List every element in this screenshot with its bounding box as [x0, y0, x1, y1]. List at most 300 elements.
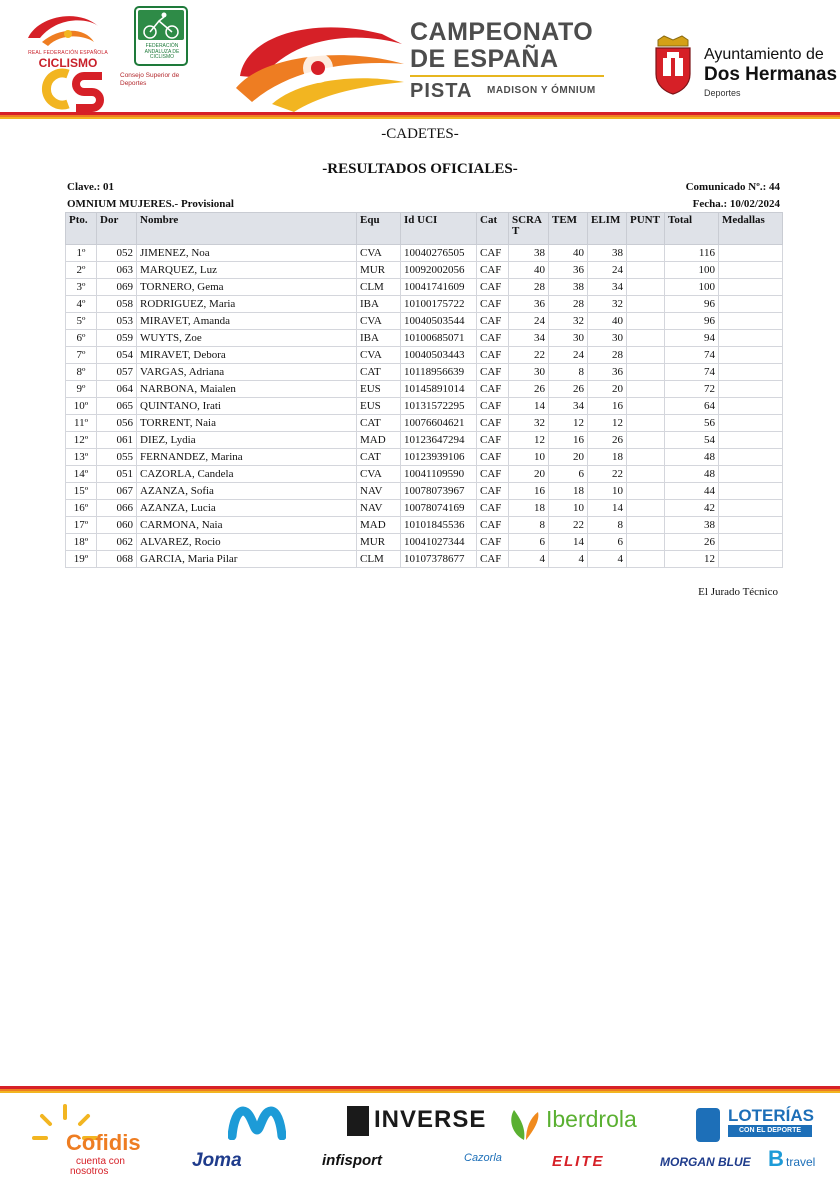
cell-elimination: 24 [588, 262, 627, 279]
cell-medals [719, 364, 783, 381]
table-row [66, 500, 783, 517]
cell-team: CAT [357, 415, 401, 432]
clave-label: Clave.: 01 [67, 181, 115, 193]
rfec-name: CICLISMO [38, 56, 98, 70]
cell-uci-id: 10092002056 [401, 262, 477, 279]
cell-elimination: 10 [588, 483, 627, 500]
cell-category: CAF [477, 279, 509, 296]
comunicado-label: Comunicado Nº.: 44 [685, 181, 780, 193]
results-title: -RESULTADOS OFICIALES- [322, 161, 518, 177]
ayuntamiento-line2: Dos Hermanas [704, 64, 838, 85]
results-body [66, 245, 783, 568]
cell-category: CAF [477, 432, 509, 449]
col-header: Id UCI [401, 213, 477, 245]
cell-scratch: 4 [509, 551, 549, 568]
cell-points [627, 262, 665, 279]
cell-team: CVA [357, 466, 401, 483]
cell-points [627, 449, 665, 466]
cell-name: GARCIA, Maria Pilar [137, 551, 357, 568]
cell-team: IBA [357, 330, 401, 347]
table-row [66, 551, 783, 568]
cell-scratch: 26 [509, 381, 549, 398]
cell-scratch: 6 [509, 534, 549, 551]
category-title: -CADETES- [381, 126, 459, 142]
cell-total: 74 [665, 347, 719, 364]
championship-title-line2: DE ESPAÑA [410, 45, 559, 73]
cell-elimination: 18 [588, 449, 627, 466]
col-header: Total [665, 213, 719, 245]
cell-category: CAF [477, 483, 509, 500]
cell-elimination: 28 [588, 347, 627, 364]
cell-elimination: 20 [588, 381, 627, 398]
loterias-name: LOTERÍAS [728, 1106, 814, 1125]
col-header: Cat [477, 213, 509, 245]
cell-uci-id: 10118956639 [401, 364, 477, 381]
loterias-sub: CON EL DEPORTE [728, 1125, 812, 1137]
cell-position: 14º [66, 466, 97, 483]
cell-uci-id: 10040503544 [401, 313, 477, 330]
cell-dorsal: 059 [97, 330, 137, 347]
table-row [66, 381, 783, 398]
cell-category: CAF [477, 466, 509, 483]
cell-category: CAF [477, 245, 509, 262]
cell-points [627, 245, 665, 262]
table-row [66, 279, 783, 296]
cell-elimination: 14 [588, 500, 627, 517]
cell-medals [719, 381, 783, 398]
cell-team: CLM [357, 551, 401, 568]
table-row [66, 432, 783, 449]
cell-total: 116 [665, 245, 719, 262]
inverse-name: INVERSE [374, 1106, 487, 1133]
cell-points [627, 296, 665, 313]
cell-dorsal: 069 [97, 279, 137, 296]
cell-team: MAD [357, 432, 401, 449]
loterias-hand-icon [696, 1108, 720, 1142]
cell-points [627, 483, 665, 500]
cell-category: CAF [477, 381, 509, 398]
cell-elimination: 32 [588, 296, 627, 313]
cell-name: QUINTANO, Irati [137, 398, 357, 415]
cell-medals [719, 262, 783, 279]
cell-elimination: 40 [588, 313, 627, 330]
cell-points [627, 534, 665, 551]
cell-name: JIMENEZ, Noa [137, 245, 357, 262]
cell-tempo: 30 [549, 330, 588, 347]
cell-dorsal: 061 [97, 432, 137, 449]
cell-position: 19º [66, 551, 97, 568]
cell-tempo: 26 [549, 381, 588, 398]
cell-team: MAD [357, 517, 401, 534]
col-header: Nombre [137, 213, 357, 245]
cell-name: MIRAVET, Debora [137, 347, 357, 364]
cell-elimination: 22 [588, 466, 627, 483]
cell-scratch: 10 [509, 449, 549, 466]
cell-name: AZANZA, Sofia [137, 483, 357, 500]
cell-tempo: 16 [549, 432, 588, 449]
cell-tempo: 32 [549, 313, 588, 330]
cell-name: RODRIGUEZ, Maria [137, 296, 357, 313]
morgan-blue-name: MORGAN BLUE [660, 1155, 751, 1169]
cell-dorsal: 055 [97, 449, 137, 466]
cell-team: IBA [357, 296, 401, 313]
cell-category: CAF [477, 517, 509, 534]
cell-elimination: 4 [588, 551, 627, 568]
cell-position: 12º [66, 432, 97, 449]
jury-signature-label: El Jurado Técnico [698, 586, 778, 598]
cell-dorsal: 054 [97, 347, 137, 364]
results-table [65, 212, 783, 568]
event-label: OMNIUM MUJERES.- Provisional [67, 198, 234, 210]
cell-points [627, 364, 665, 381]
cell-category: CAF [477, 500, 509, 517]
cell-position: 10º [66, 398, 97, 415]
championship-title-line1: CAMPEONATO [410, 18, 594, 46]
cell-scratch: 40 [509, 262, 549, 279]
cazorla-name: Cazorla [464, 1152, 502, 1164]
cell-tempo: 28 [549, 296, 588, 313]
cell-points [627, 279, 665, 296]
cell-points [627, 500, 665, 517]
cell-uci-id: 10041741609 [401, 279, 477, 296]
cell-name: TORRENT, Naia [137, 415, 357, 432]
cell-position: 1º [66, 245, 97, 262]
cell-tempo: 34 [549, 398, 588, 415]
cell-elimination: 16 [588, 398, 627, 415]
cell-position: 8º [66, 364, 97, 381]
cell-position: 2º [66, 262, 97, 279]
cell-scratch: 24 [509, 313, 549, 330]
cell-name: DIEZ, Lydia [137, 432, 357, 449]
cell-points [627, 551, 665, 568]
cell-category: CAF [477, 296, 509, 313]
cell-name: FERNANDEZ, Marina [137, 449, 357, 466]
cell-dorsal: 060 [97, 517, 137, 534]
cell-total: 74 [665, 364, 719, 381]
cell-scratch: 14 [509, 398, 549, 415]
cell-dorsal: 063 [97, 262, 137, 279]
col-header: TEM [549, 213, 588, 245]
rfec-swoosh-icon [18, 8, 118, 52]
cell-points [627, 466, 665, 483]
col-header: SCRA T [509, 213, 549, 245]
csd-mark-icon [40, 66, 120, 112]
rfec-logo [18, 8, 118, 70]
cell-elimination: 12 [588, 415, 627, 432]
cell-dorsal: 062 [97, 534, 137, 551]
cell-dorsal: 067 [97, 483, 137, 500]
cell-tempo: 4 [549, 551, 588, 568]
joma-name: Joma [192, 1150, 242, 1171]
cell-position: 3º [66, 279, 97, 296]
cell-team: EUS [357, 398, 401, 415]
table-row [66, 262, 783, 279]
cell-category: CAF [477, 551, 509, 568]
cell-uci-id: 10145891014 [401, 381, 477, 398]
cell-tempo: 22 [549, 517, 588, 534]
cell-medals [719, 517, 783, 534]
table-row [66, 398, 783, 415]
cell-dorsal: 053 [97, 313, 137, 330]
cell-medals [719, 415, 783, 432]
cell-name: WUYTS, Zoe [137, 330, 357, 347]
ayuntamiento-line1: Ayuntamiento de [704, 46, 824, 63]
cell-uci-id: 10078073967 [401, 483, 477, 500]
madison-omnium-label: MADISON Y ÓMNIUM [487, 85, 596, 96]
cell-points [627, 313, 665, 330]
cell-points [627, 432, 665, 449]
col-header: Equ [357, 213, 401, 245]
cell-uci-id: 10107378677 [401, 551, 477, 568]
table-row [66, 296, 783, 313]
col-header: PUNT [627, 213, 665, 245]
cell-team: NAV [357, 483, 401, 500]
cell-team: MUR [357, 534, 401, 551]
cell-position: 16º [66, 500, 97, 517]
cell-scratch: 28 [509, 279, 549, 296]
cell-scratch: 38 [509, 245, 549, 262]
cell-medals [719, 245, 783, 262]
cell-total: 64 [665, 398, 719, 415]
cell-dorsal: 065 [97, 398, 137, 415]
cell-uci-id: 10078074169 [401, 500, 477, 517]
cell-total: 42 [665, 500, 719, 517]
cell-category: CAF [477, 364, 509, 381]
csd-text: Consejo Superior de Deportes [120, 72, 180, 87]
cell-team: EUS [357, 381, 401, 398]
cell-position: 4º [66, 296, 97, 313]
cell-total: 48 [665, 466, 719, 483]
cell-name: VARGAS, Adriana [137, 364, 357, 381]
cell-position: 11º [66, 415, 97, 432]
cell-tempo: 8 [549, 364, 588, 381]
col-header: Pto. [66, 213, 97, 245]
cell-name: CARMONA, Naia [137, 517, 357, 534]
fecha-label: Fecha.: 10/02/2024 [692, 198, 780, 210]
cell-total: 72 [665, 381, 719, 398]
cell-tempo: 36 [549, 262, 588, 279]
cell-uci-id: 10131572295 [401, 398, 477, 415]
footer-stripe-yellow [0, 1091, 840, 1093]
title-divider [410, 75, 604, 77]
cell-medals [719, 347, 783, 364]
cell-position: 17º [66, 517, 97, 534]
cell-category: CAF [477, 347, 509, 364]
cell-team: CVA [357, 245, 401, 262]
cell-total: 12 [665, 551, 719, 568]
iberdrola-leaf-icon [504, 1106, 544, 1142]
cell-dorsal: 066 [97, 500, 137, 517]
cell-medals [719, 449, 783, 466]
cell-total: 96 [665, 296, 719, 313]
cell-uci-id: 10041109590 [401, 466, 477, 483]
cell-uci-id: 10076604621 [401, 415, 477, 432]
cell-medals [719, 296, 783, 313]
cell-points [627, 381, 665, 398]
pista-label: PISTA [410, 80, 473, 102]
cell-total: 56 [665, 415, 719, 432]
cell-total: 94 [665, 330, 719, 347]
table-row [66, 449, 783, 466]
table-row [66, 415, 783, 432]
cell-elimination: 6 [588, 534, 627, 551]
table-row [66, 364, 783, 381]
cell-dorsal: 058 [97, 296, 137, 313]
col-header: Dor [97, 213, 137, 245]
cell-category: CAF [477, 415, 509, 432]
table-row [66, 483, 783, 500]
cell-category: CAF [477, 534, 509, 551]
cell-total: 96 [665, 313, 719, 330]
cell-total: 26 [665, 534, 719, 551]
table-row [66, 313, 783, 330]
cell-elimination: 34 [588, 279, 627, 296]
btravel-name: travel [786, 1155, 816, 1169]
cofidis-name: Cofidis [66, 1130, 141, 1155]
cell-scratch: 12 [509, 432, 549, 449]
cell-name: AZANZA, Lucia [137, 500, 357, 517]
cell-position: 6º [66, 330, 97, 347]
cell-medals [719, 483, 783, 500]
header [0, 0, 840, 118]
cell-uci-id: 10100685071 [401, 330, 477, 347]
cell-scratch: 16 [509, 483, 549, 500]
table-row [66, 517, 783, 534]
cell-points [627, 415, 665, 432]
cell-team: CAT [357, 449, 401, 466]
cell-team: CAT [357, 364, 401, 381]
cell-name: MARQUEZ, Luz [137, 262, 357, 279]
cell-medals [719, 551, 783, 568]
faci-text: FEDERACIÓN ANDALUZA DE CICLISMO [144, 43, 180, 60]
cell-medals [719, 466, 783, 483]
cell-category: CAF [477, 262, 509, 279]
cell-uci-id: 10101845536 [401, 517, 477, 534]
table-row [66, 330, 783, 347]
cell-tempo: 12 [549, 415, 588, 432]
cell-tempo: 20 [549, 449, 588, 466]
movistar-m-icon [228, 1104, 286, 1140]
cell-dorsal: 051 [97, 466, 137, 483]
inverse-mark-icon [347, 1106, 369, 1136]
ayuntamiento-line3: Deportes [704, 88, 741, 98]
cell-tempo: 40 [549, 245, 588, 262]
cell-team: NAV [357, 500, 401, 517]
col-header: ELIM [588, 213, 627, 245]
cell-name: NARBONA, Maialen [137, 381, 357, 398]
cell-elimination: 30 [588, 330, 627, 347]
rfec-subtitle: REAL FEDERACIÓN ESPAÑOLA [28, 50, 108, 56]
cell-tempo: 24 [549, 347, 588, 364]
cell-medals [719, 534, 783, 551]
cofidis-tagline-2: nosotros [70, 1166, 109, 1177]
cell-category: CAF [477, 449, 509, 466]
cell-elimination: 36 [588, 364, 627, 381]
cell-total: 100 [665, 262, 719, 279]
cell-medals [719, 398, 783, 415]
cell-uci-id: 10100175722 [401, 296, 477, 313]
infisport-name: infisport [322, 1152, 382, 1169]
cell-scratch: 20 [509, 466, 549, 483]
cell-points [627, 347, 665, 364]
cell-tempo: 14 [549, 534, 588, 551]
cell-uci-id: 10041027344 [401, 534, 477, 551]
elite-name: ELITE [552, 1153, 605, 1170]
cell-name: CAZORLA, Candela [137, 466, 357, 483]
cell-tempo: 10 [549, 500, 588, 517]
cell-points [627, 398, 665, 415]
table-header-row [66, 213, 783, 245]
cofidis-tagline-1: cuenta con [76, 1156, 125, 1167]
cell-scratch: 18 [509, 500, 549, 517]
cell-points [627, 330, 665, 347]
cell-name: MIRAVET, Amanda [137, 313, 357, 330]
cell-category: CAF [477, 313, 509, 330]
championship-wheel-icon [232, 16, 408, 112]
header-stripe-yellow [0, 117, 840, 119]
iberdrola-name: Iberdrola [546, 1106, 637, 1132]
btravel-b: B [768, 1146, 784, 1171]
cell-medals [719, 500, 783, 517]
cell-scratch: 22 [509, 347, 549, 364]
cell-position: 5º [66, 313, 97, 330]
cell-uci-id: 10123939106 [401, 449, 477, 466]
cell-scratch: 30 [509, 364, 549, 381]
table-row [66, 534, 783, 551]
cell-medals [719, 279, 783, 296]
cell-uci-id: 10040503443 [401, 347, 477, 364]
cell-name: ALVAREZ, Rocio [137, 534, 357, 551]
cell-uci-id: 10123647294 [401, 432, 477, 449]
cell-total: 100 [665, 279, 719, 296]
cell-team: MUR [357, 262, 401, 279]
dos-hermanas-crest-icon [652, 34, 694, 96]
table-row [66, 347, 783, 364]
cell-elimination: 38 [588, 245, 627, 262]
cell-scratch: 8 [509, 517, 549, 534]
cell-dorsal: 057 [97, 364, 137, 381]
cell-total: 48 [665, 449, 719, 466]
table-row [66, 245, 783, 262]
cell-team: CVA [357, 313, 401, 330]
cell-medals [719, 330, 783, 347]
cell-tempo: 38 [549, 279, 588, 296]
cell-total: 44 [665, 483, 719, 500]
cell-dorsal: 056 [97, 415, 137, 432]
cell-scratch: 32 [509, 415, 549, 432]
cell-position: 18º [66, 534, 97, 551]
cell-position: 9º [66, 381, 97, 398]
cell-team: CVA [357, 347, 401, 364]
cell-total: 54 [665, 432, 719, 449]
cell-uci-id: 10040276505 [401, 245, 477, 262]
cell-scratch: 36 [509, 296, 549, 313]
cell-points [627, 517, 665, 534]
cell-elimination: 26 [588, 432, 627, 449]
cell-elimination: 8 [588, 517, 627, 534]
cell-position: 15º [66, 483, 97, 500]
cell-total: 38 [665, 517, 719, 534]
cell-tempo: 6 [549, 466, 588, 483]
cell-name: TORNERO, Gema [137, 279, 357, 296]
cell-category: CAF [477, 398, 509, 415]
cell-position: 7º [66, 347, 97, 364]
cell-position: 13º [66, 449, 97, 466]
cell-dorsal: 052 [97, 245, 137, 262]
cell-medals [719, 432, 783, 449]
cell-dorsal: 064 [97, 381, 137, 398]
cell-category: CAF [477, 330, 509, 347]
